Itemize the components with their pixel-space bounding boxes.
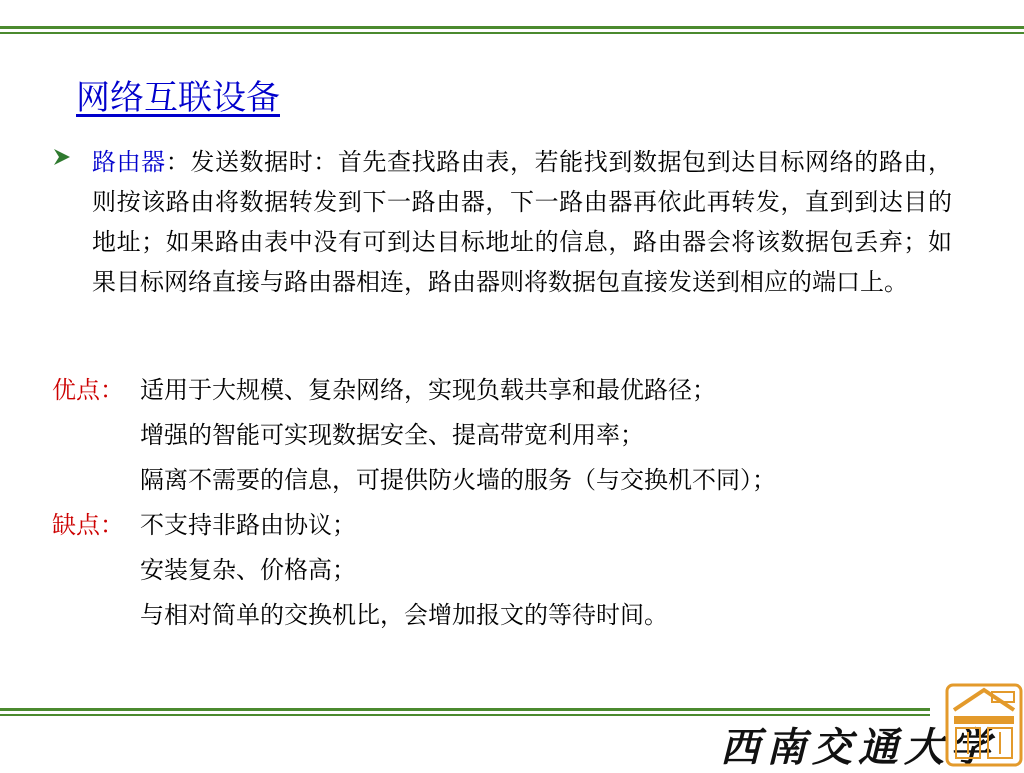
disadvantage-item: 与相对简单的交换机比，会增加报文的等待时间。 (140, 601, 668, 629)
university-emblem-icon (944, 682, 1024, 768)
disadvantages-label: 缺点： (52, 511, 124, 539)
top-divider-thick (0, 26, 1024, 29)
advantage-row (52, 413, 952, 458)
advantage-item: 增强的智能可实现数据安全、提高带宽利用率； (140, 421, 644, 449)
advantages-label: 优点： (52, 376, 124, 404)
disadvantage-item: 安装复杂、价格高； (140, 556, 356, 584)
advantage-row (52, 458, 952, 503)
top-divider-thin (0, 32, 1024, 34)
advantage-item: 隔离不需要的信息，可提供防火墙的服务（与交换机不同）； (140, 466, 776, 494)
router-bullet (52, 142, 952, 302)
disadvantage-item: 不支持非路由协议； (140, 511, 356, 539)
pros-cons (52, 368, 952, 638)
arrow-bullet-icon (52, 147, 72, 167)
bottom-divider-thick (0, 708, 930, 711)
advantage-row (52, 368, 952, 413)
disadvantage-row (52, 548, 952, 593)
university-name: 西南交通大学 (720, 724, 996, 771)
router-description (92, 142, 952, 302)
advantage-item: 适用于大规模、复杂网络，实现负载共享和最优路径； (140, 376, 716, 404)
disadvantage-row (52, 503, 952, 548)
slide-title: 网络互联设备 (76, 78, 280, 118)
disadvantage-row (52, 593, 952, 638)
router-term: 路由器 (92, 148, 166, 176)
router-body: ：发送数据时：首先查找路由表，若能找到数据包到达目标网络的路由，则按该路由将数据转发到下一路由器，下一路由器再依此再转发，直到到达目的地址；如果路由表中没有可到达目标地址的信息，路由器会将该数据包丢弃；如果目标网络直接与路由器相连，路由器则将数据包直接发送到相应的端口上。 (92, 148, 952, 296)
